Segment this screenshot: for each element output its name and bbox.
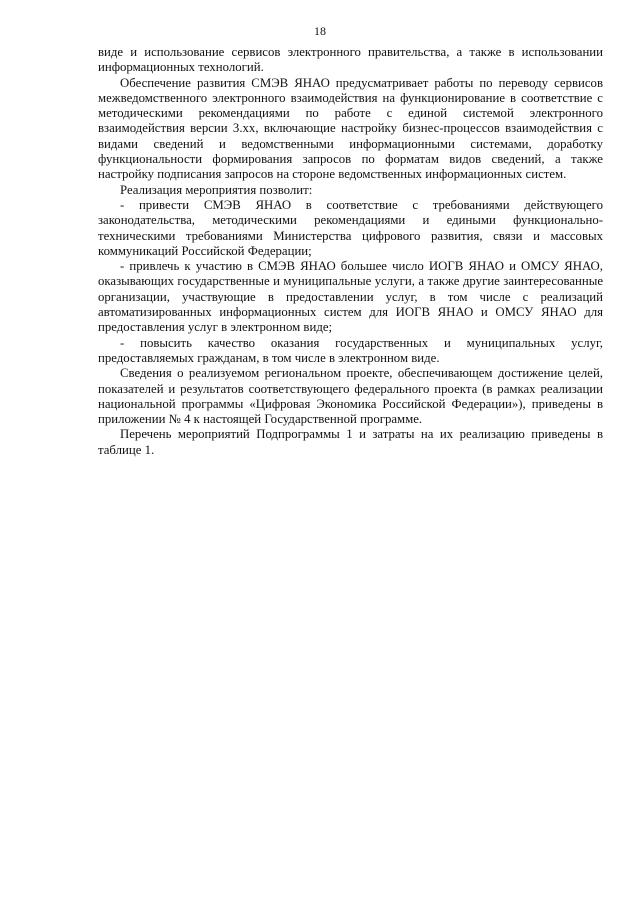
paragraph-continuation: виде и использование сервисов электронного правительства, а также в использовании информационных технологий. <box>98 45 603 75</box>
list-item-participation: - привлечь к участию в СМЭВ ЯНАО большее число ИОГВ ЯНАО и ОМСУ ЯНАО, оказывающих государственные и муниципальные услуги, а также другие заинтересованные организации, участвующие в предоставлении услуг, в том числе с реализаций автоматизированных информационных систем для ИОГВ ЯНАО и ОМСУ ЯНАО для предоставления услуг в электронном виде; <box>98 259 603 335</box>
list-item-quality: - повысить качество оказания государственных и муниципальных услуг, предоставляемых гражданам, в том числе в электронном виде. <box>98 335 603 365</box>
paragraph-table-reference: Перечень мероприятий Подпрограммы 1 и затраты на их реализацию приведены в таблице 1. <box>98 427 603 457</box>
paragraph-smev-development: Обеспечение развития СМЭВ ЯНАО предусматривает работы по переводу сервисов межведомственного электронного взаимодействия на функционирование в соответствие с методическими рекомендациями по работе с единой системой электронного взаимодействия версии 3.хх, включающие настройку бизнес-процессов взаимодействия с видами сведений и ведомственными информационными системами, доработку функциональности формирования запросов по форматам видов сведений, а также настройку подписания запросов на стороне ведомственных информационных систем. <box>98 75 603 182</box>
paragraph-implementation-intro: Реализация мероприятия позволит: <box>120 182 313 197</box>
paragraph-regional-project: Сведения о реализуемом региональном проекте, обеспечивающем достижение целей, показателей и результатов соответствующего федерального проекта (в рамках реализации национальной программы «Цифровая Экономика Российской Федерации»), приведены в приложении № 4 к настоящей Государственной программе. <box>98 366 603 427</box>
document-body <box>98 45 603 458</box>
list-item-compliance: - привести СМЭВ ЯНАО в соответствие с требованиями действующего законодательства, методическими рекомендациями и едиными функционально-техническими требованиями Министерства цифрового развития, связи и массовых коммуникаций Российской Федерации; <box>98 197 603 258</box>
page-number: 18 <box>314 24 326 38</box>
